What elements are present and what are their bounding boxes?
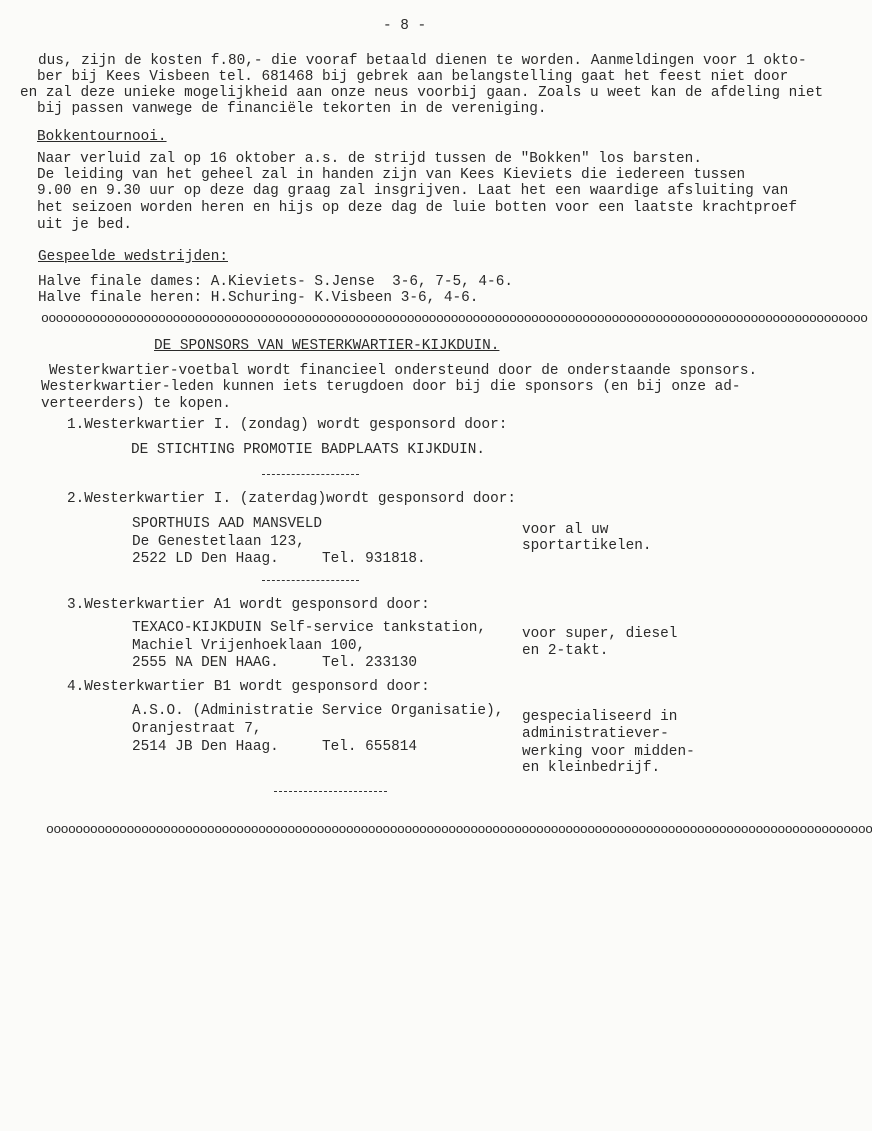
text-line: 9.00 en 9.30 uur op deze dag graag zal insgrijven. Laat het een waardige afsluiting van [37,183,789,199]
sponsor-note: werking voor midden- [522,744,695,760]
divider [262,580,359,581]
text-line: bij passen vanwege de financiële tekorten in de vereniging. [37,101,547,117]
sponsor-address: Machiel Vrijenhoeklaan 100, [132,638,366,654]
bokken-heading: Bokkentournooi. [37,129,167,145]
divider [262,474,359,475]
sponsor-address: A.S.O. (Administratie Service Organisatie), [132,703,504,719]
match-line: Halve finale heren: H.Schuring- K.Visbeen 3-6, 4-6. [38,290,479,306]
text-line: Westerkwartier-voetbal wordt financieel ondersteund door de onderstaande sponsors. [49,363,758,379]
match-line: Halve finale dames: A.Kieviets- S.Jense 3-6, 7-5, 4-6. [38,274,513,290]
separator-line: ooooooooooooooooooooooooooooooooooooooooooooooooooooooooooooooooooooooooooooooooooooooooooooooooooooooooooooooooo [41,311,868,326]
sponsors-heading: DE SPONSORS VAN WESTERKWARTIER-KIJKDUIN. [154,338,500,354]
text-line: verteerders) te kopen. [41,396,231,412]
sponsor-address: Oranjestraat 7, [132,721,262,737]
sponsor-note: sportartikelen. [522,538,652,554]
text-line: het seizoen worden heren en hijs op deze dag de luie botten voor een laatste krachtproef [37,200,797,216]
page-number: - 8 - [383,18,427,34]
sponsor-note: en kleinbedrijf. [522,760,661,776]
text-line: ber bij Kees Visbeen tel. 681468 bij gebrek aan belangstelling gaat het feest niet door [37,69,789,85]
sponsor-note: administratiever- [522,726,669,742]
text-line: uit je bed. [37,217,132,233]
sponsor-note: voor super, diesel [522,626,678,642]
sponsor-address: TEXACO-KIJKDUIN Self-service tankstation, [132,620,487,636]
sponsor-address: 2555 NA DEN HAAG. Tel. 233130 [132,655,417,671]
text-line: Naar verluid zal op 16 oktober a.s. de strijd tussen de "Bokken" los barsten. [37,151,702,167]
matches-heading: Gespeelde wedstrijden: [38,249,228,265]
sponsor-note: voor al uw [522,522,609,538]
sponsor-title: 2.Westerkwartier I. (zaterdag)wordt gesponsord door: [67,491,517,507]
sponsor-title: 3.Westerkwartier A1 wordt gesponsord door: [67,597,430,613]
sponsor-address: De Genestetlaan 123, [132,534,305,550]
sponsor-name: DE STICHTING PROMOTIE BADPLAATS KIJKDUIN. [131,442,486,458]
text-line: dus, zijn de kosten f.80,- die vooraf betaald dienen te worden. Aanmeldingen voor 1 okto- [38,53,807,69]
text-line: De leiding van het geheel zal in handen zijn van Kees Kieviets die iedereen tussen [37,167,746,183]
sponsor-note: en 2-takt. [522,643,609,659]
sponsor-note: gespecialiseerd in [522,709,678,725]
sponsor-address: 2514 JB Den Haag. Tel. 655814 [132,739,417,755]
sponsor-title: 1.Westerkwartier I. (zondag) wordt gesponsord door: [67,417,508,433]
text-line: en zal deze unieke mogelijkheid aan onze neus voorbij gaan. Zoals u weet kan de afdeling niet [20,85,824,101]
separator-line: ooooooooooooooooooooooooooooooooooooooooooooooooooooooooooooooooooooooooooooooooooooooooooooooooooooooooooooooooo [46,822,872,837]
sponsor-address: 2522 LD Den Haag. Tel. 931818. [132,551,426,567]
sponsor-address: SPORTHUIS AAD MANSVELD [132,516,322,532]
sponsor-title: 4.Westerkwartier B1 wordt gesponsord door: [67,679,430,695]
divider [274,791,387,792]
text-line: Westerkwartier-leden kunnen iets terugdoen door bij die sponsors (en bij onze ad- [41,379,741,395]
